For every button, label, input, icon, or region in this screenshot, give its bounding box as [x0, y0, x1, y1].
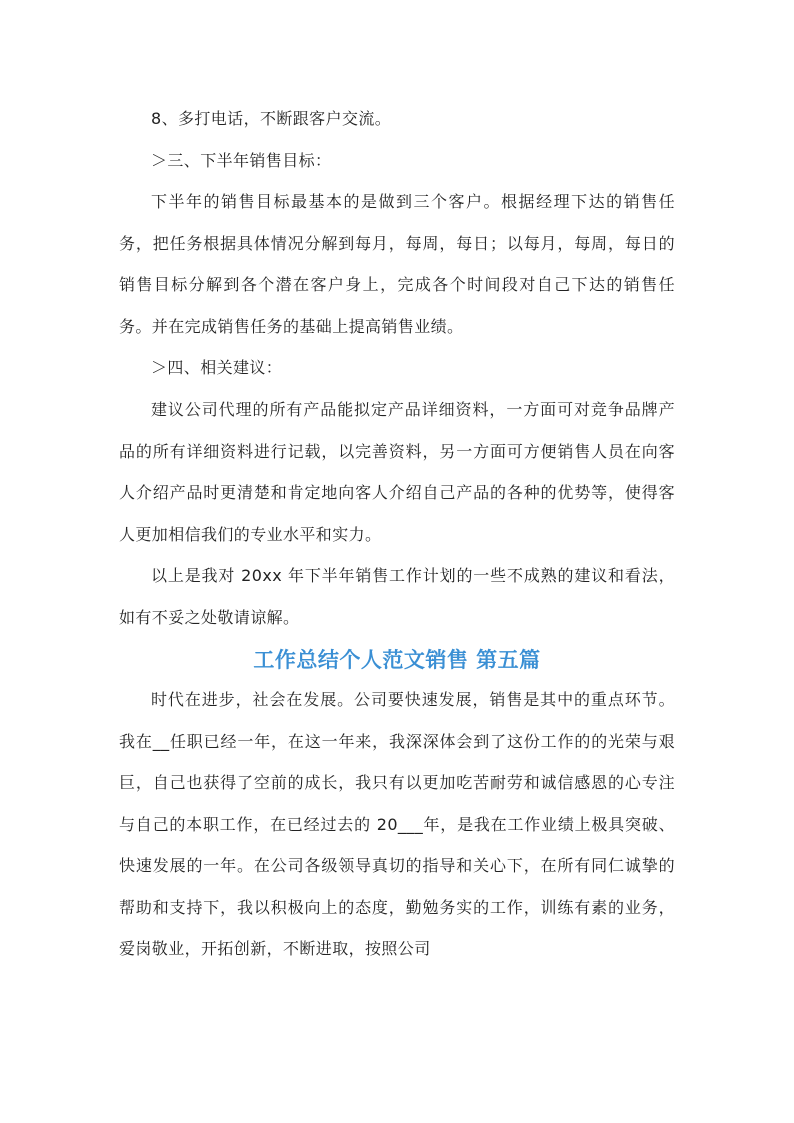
- paragraph-summary: 时代在进步，社会在发展。公司要快速发展，销售是其中的重点环节。我在__任职已经一年，在这一年来，我深深体会到了这份工作的的光荣与艰巨，自己也获得了空前的成长，我只有以更加吃苦耐劳和诚信感恩的心专注与自己的本职工作，在已经过去的 20___年，是我在工作业绩上极具突破、快速发展的一年。在公司各级领导真切的指导和关心下，在所有同仁诚挚的帮助和支持下，我以积极向上的态度，勤勉务实的工作，训练有素的业务，爱岗敬业，开拓创新，不断进取，按照公司: [119, 690, 675, 958]
- paragraph-closing: 以上是我对 20xx 年下半年销售工作计划的一些不成熟的建议和看法，如有不妥之处敬请谅解。: [119, 566, 675, 627]
- paragraph-item-8: 8、多打电话，不断跟客户交流。: [151, 109, 392, 128]
- section-heading-four: ＞四、相关建议：: [151, 358, 283, 377]
- paragraph-suggestions: 建议公司代理的所有产品能拟定产品详细资料，一方面可对竞争品牌产品的所有详细资料进行记载，以完善资料，另一方面可方便销售人员在向客人介绍产品时更清楚和肯定地向客人介绍自己产品的各种的优势等，使得客人更加相信我们的专业水平和实力。: [119, 400, 675, 544]
- paragraph-sales-target: 下半年的销售目标最基本的是做到三个客户。根据经理下达的销售任务，把任务根据具体情况分解到每月，每周，每日；以每月，每周，每日的销售目标分解到各个潜在客户身上，完成各个时间段对自己下达的销售任务。并在完成销售任务的基础上提高销售业绩。: [119, 192, 675, 336]
- section-heading-three: ＞三、下半年销售目标：: [151, 151, 332, 170]
- section-title: 工作总结个人范文销售 第五篇: [253, 648, 541, 672]
